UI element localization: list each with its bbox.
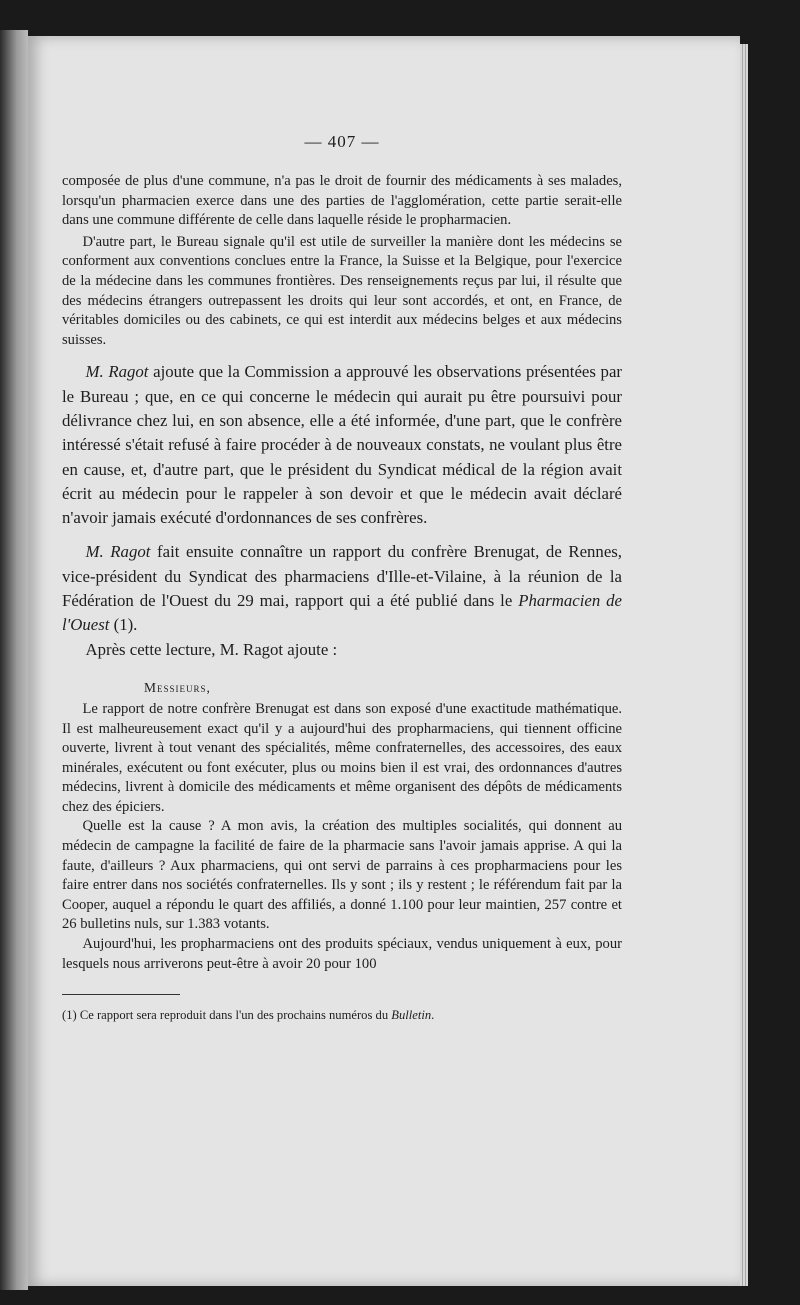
paragraph-text: ajoute que la Commission a approuvé les observations présentées par le Bureau ; que, en ce qui concerne le médecin qui aurait pu être poursuivi pour délivrance chez lui, en son absence, elle a été informée, d'une part, que le confrère intéressé s'était refusé à faire procéder à de nouveaux constats, ne voulant plus être en cause, et, d'autre part, que le président du Syndicat médical de la région avait écrit au médecin pour le rappeler à son devoir et que le médecin avait déclaré n'avoir jamais exécuté d'ordonnances de ses confrères. (62, 362, 622, 528)
salutation: Messieurs, (144, 679, 211, 695)
paragraph-cause: Quelle est la cause ? A mon avis, la création des multiples socialités, qui donnent au médecin de campagne la facilité de faire de la pharmacie sans l'avoir jamais apprise. A qui la faute, d'ailleurs ? Aux pharmaciens, qui ont servi de parrains à ces propharmaciens pour les faire entrer dans nos sociétés confraternelles. Ils y sont ; ils y restent ; le référendum fait par la Cooper, auquel a répondu le quart des affiliés, a donné 1.100 pour leur maintien, 257 contre et 26 bulletins nuls, sur 1.383 votants. (62, 818, 622, 933)
speaker-name: M. Ragot (85, 542, 151, 562)
book-edge-left (0, 30, 28, 1290)
paragraph-rapport-brenugat: Le rapport de notre confrère Brenugat est dans son exposé d'une exactitude mathématique. Il est malheureusement exact qu'il y a aujourd'hui des propharmaciens, qui tiennent officine ouverte, livrent à tout venant des spécialités, même confraternelles, des accessoires, des eaux minérales, exécutent ou font exécuter, plus ou moins bien il est vrai, des ordonnances d'autres médecins, livrent à domicile des médicaments et même organisent des dépôts de médicaments chez des épiciers. (62, 700, 622, 815)
paragraph-ragot-rapport (62, 540, 622, 637)
paragraph-bureau: D'autre part, le Bureau signale qu'il est utile de surveiller la manière dont les médecins se conforment aux conventions conclues entre la France, la Suisse et la Belgique, pour l'exercice de la médecine dans les communes frontières. Des renseignements reçus par lui, il résulte que des médecins étrangers outrepassent les droits qui leur sont accordés, et ont, en France, de véritables domiciles ou des cabinets, ce qui est interdit aux médecins belges et aux médecins suisses. (62, 233, 622, 348)
footnote-divider (62, 994, 180, 995)
journal-title: Pharmacien de l'Ouest (62, 591, 622, 635)
paragraph-apres-lecture: Après cette lecture, M. Ragot ajoute : (85, 639, 338, 659)
page-number: — 407 — (304, 132, 380, 151)
paragraph-continuation: composée de plus d'une commune, n'a pas le droit de fournir des médicaments à ses malades, lorsqu'un pharmacien exerce dans une des parties de l'agglomération, cette partie serait-elle dans une commune différente de celle dans laquelle réside le propharmacien. (62, 173, 622, 229)
paragraph-text: fait ensuite connaître un rapport du confrère Brenugat, de Rennes, vice-président du Syndicat des pharmaciens d'Ille-et-Vilaine, à la réunion de la Fédération de l'Ouest du 29 mai, rapport qui a été publié dans le (62, 542, 622, 611)
footnote: (1) Ce rapport sera reproduit dans l'un des prochains numéros du Bulletin. (62, 1008, 435, 1023)
page-text (62, 132, 622, 1024)
paragraph-produits-speciaux: Aujourd'hui, les propharmaciens ont des produits spéciaux, vendus uniquement à eux, pour lesquels nous arriverons peut-être à avoir 20 pour 100 (62, 936, 622, 972)
paragraph-ragot-commission (62, 360, 622, 530)
paragraph-text: (1). (109, 615, 138, 635)
footnote-journal: Bulletin (391, 1008, 432, 1023)
speaker-name: M. Ragot (85, 362, 149, 382)
